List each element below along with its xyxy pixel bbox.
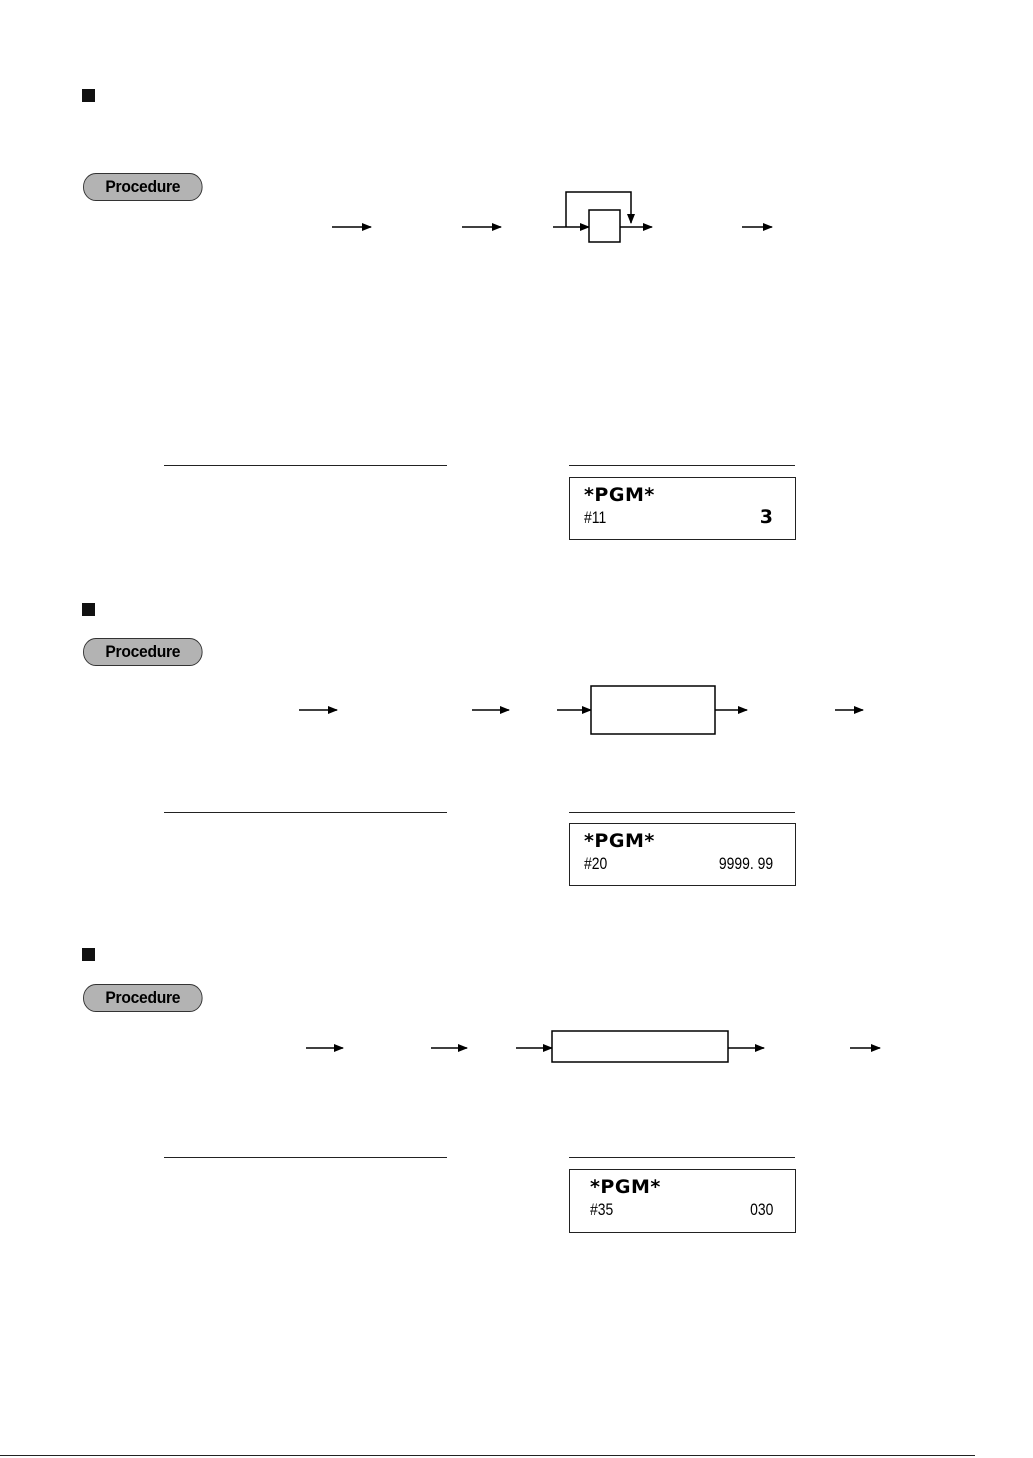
section-3-flow [306,1031,880,1062]
section-1-display [569,477,796,540]
section-3-display-rule [569,1157,795,1158]
display-code: #20 [584,854,608,873]
section-1-flow [332,192,772,242]
display-line-1: *PGM* [584,484,655,506]
section-1-display-rule [569,465,795,466]
display-code: #35 [590,1200,614,1219]
display-value: 3 [759,506,773,528]
display-line-1: *PGM* [590,1176,661,1198]
value-box [552,1031,728,1062]
key-box [589,210,620,242]
footer-rule [0,1455,975,1456]
section-1-procedure-badge: Procedure [83,173,203,201]
display-line-1: *PGM* [584,830,655,852]
display-value: 9999. 99 [718,854,773,873]
display-value: 030 [749,1200,773,1219]
section-2-display [569,823,796,886]
section-1-print-rule [164,465,447,466]
section-2-bullet-icon [82,603,95,616]
section-2-procedure-badge: Procedure [83,638,203,666]
section-2-flow [299,686,863,734]
section-2-display-rule [569,812,795,813]
display-code: #11 [584,508,607,527]
section-3-bullet-icon [82,948,95,961]
section-3-procedure-badge: Procedure [83,984,203,1012]
value-box [591,686,715,734]
section-3-display [569,1169,796,1233]
section-3-print-rule [164,1157,447,1158]
section-2-print-rule [164,812,447,813]
